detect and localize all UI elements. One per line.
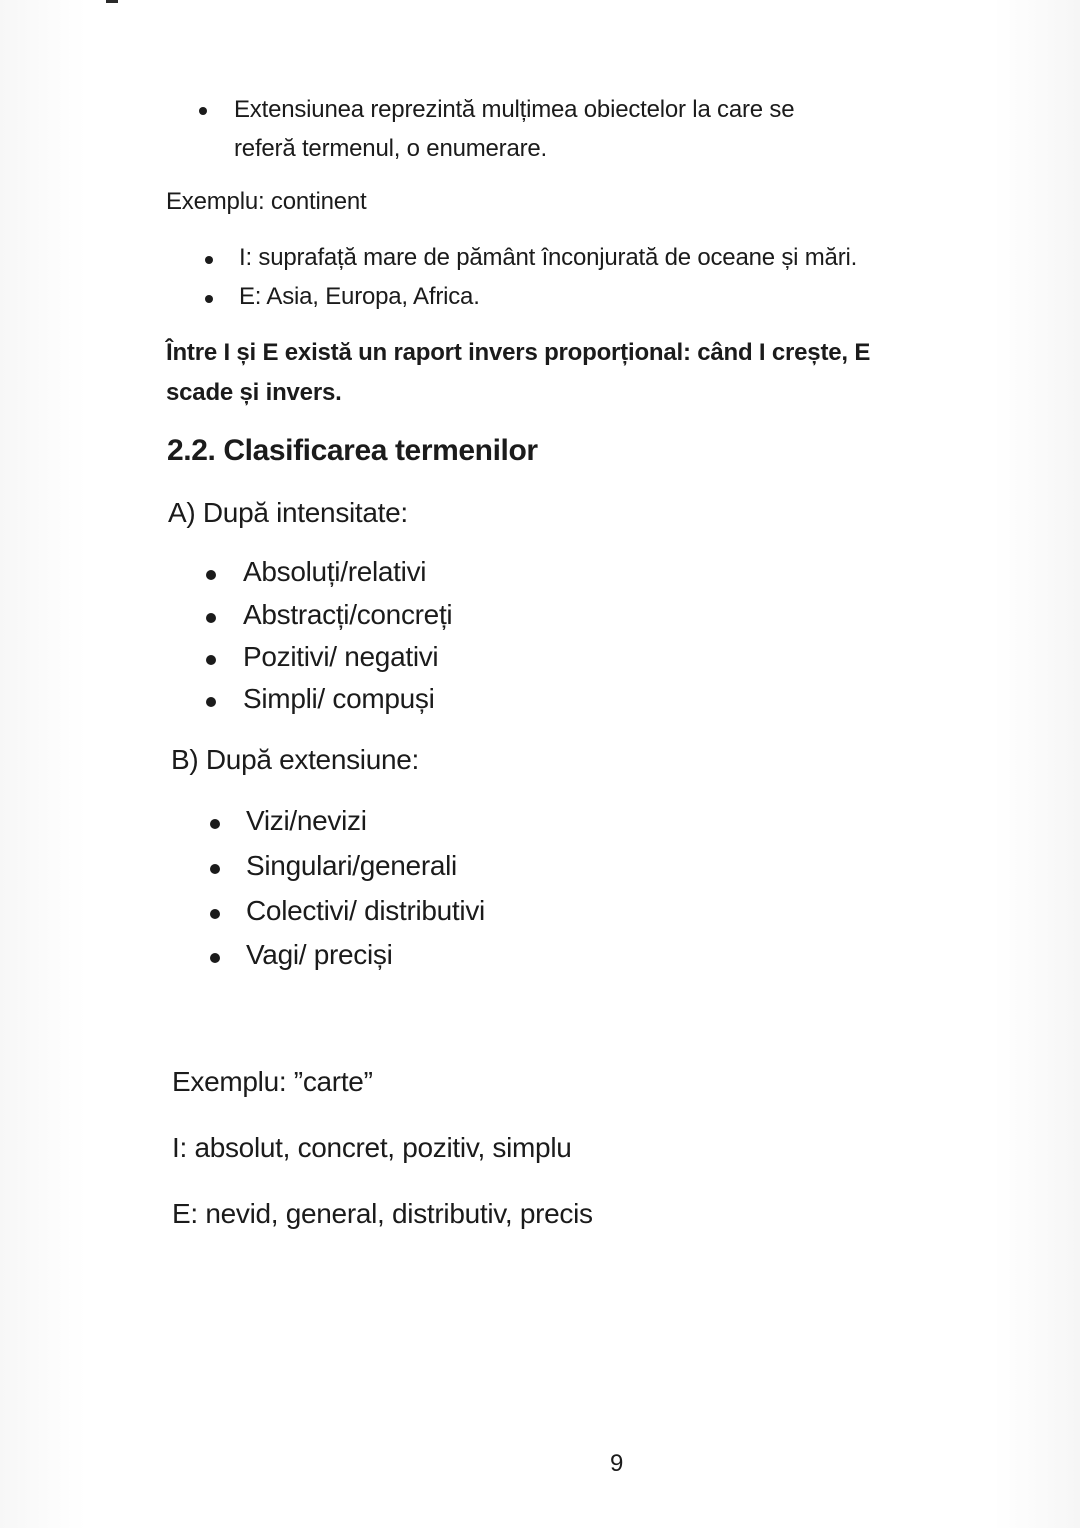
group-a-item: Absoluți/relativi (243, 556, 427, 587)
scan-mark (106, 0, 118, 3)
group-b-label: B) După extensiune: (171, 744, 420, 775)
group-b-item: Vizi/nevizi (246, 805, 367, 836)
bullet-icon (206, 613, 216, 623)
group-b-item: Singulari/generali (246, 850, 457, 881)
group-a-label: A) După intensitate: (168, 497, 408, 528)
group-b-item: Vagi/ preciși (246, 939, 393, 970)
bullet-icon (210, 819, 220, 829)
bullet-icon (206, 570, 216, 580)
intro-bullet-line1: Extensiunea reprezintă mulțimea obiectelor la care se (234, 96, 795, 123)
bullet-icon (206, 655, 216, 665)
group-a-item: Pozitivi/ negativi (243, 641, 439, 672)
example1-extension: E: Asia, Europa, Africa. (239, 283, 480, 310)
section-heading: 2.2. Clasificarea termenilor (167, 434, 538, 467)
relation-line1: Între I și E există un raport invers proporțional: când I crește, E (166, 339, 871, 366)
intro-bullet-line2: referă termenul, o enumerare. (234, 135, 548, 162)
relation-line2: scade și invers. (166, 379, 342, 406)
bullet-icon (205, 295, 213, 303)
group-b-item: Colectivi/ distributivi (246, 895, 485, 926)
group-a-item: Simpli/ compuși (243, 683, 435, 714)
bullet-icon (206, 697, 216, 707)
example2-intension: I: absolut, concret, pozitiv, simplu (172, 1132, 572, 1163)
example1-intension: I: suprafață mare de pământ înconjurată de oceane și mări. (239, 244, 858, 271)
bullet-icon (210, 953, 220, 963)
page-number: 9 (610, 1450, 624, 1477)
bullet-icon (199, 107, 207, 115)
example2-extension: E: nevid, general, distributiv, precis (172, 1198, 593, 1229)
example2-label: Exemplu: ”carte” (172, 1066, 373, 1097)
bullet-icon (210, 909, 220, 919)
group-a-item: Abstracți/concreți (243, 599, 453, 630)
bullet-icon (205, 256, 213, 264)
bullet-icon (210, 864, 220, 874)
example1-label: Exemplu: continent (166, 188, 367, 215)
